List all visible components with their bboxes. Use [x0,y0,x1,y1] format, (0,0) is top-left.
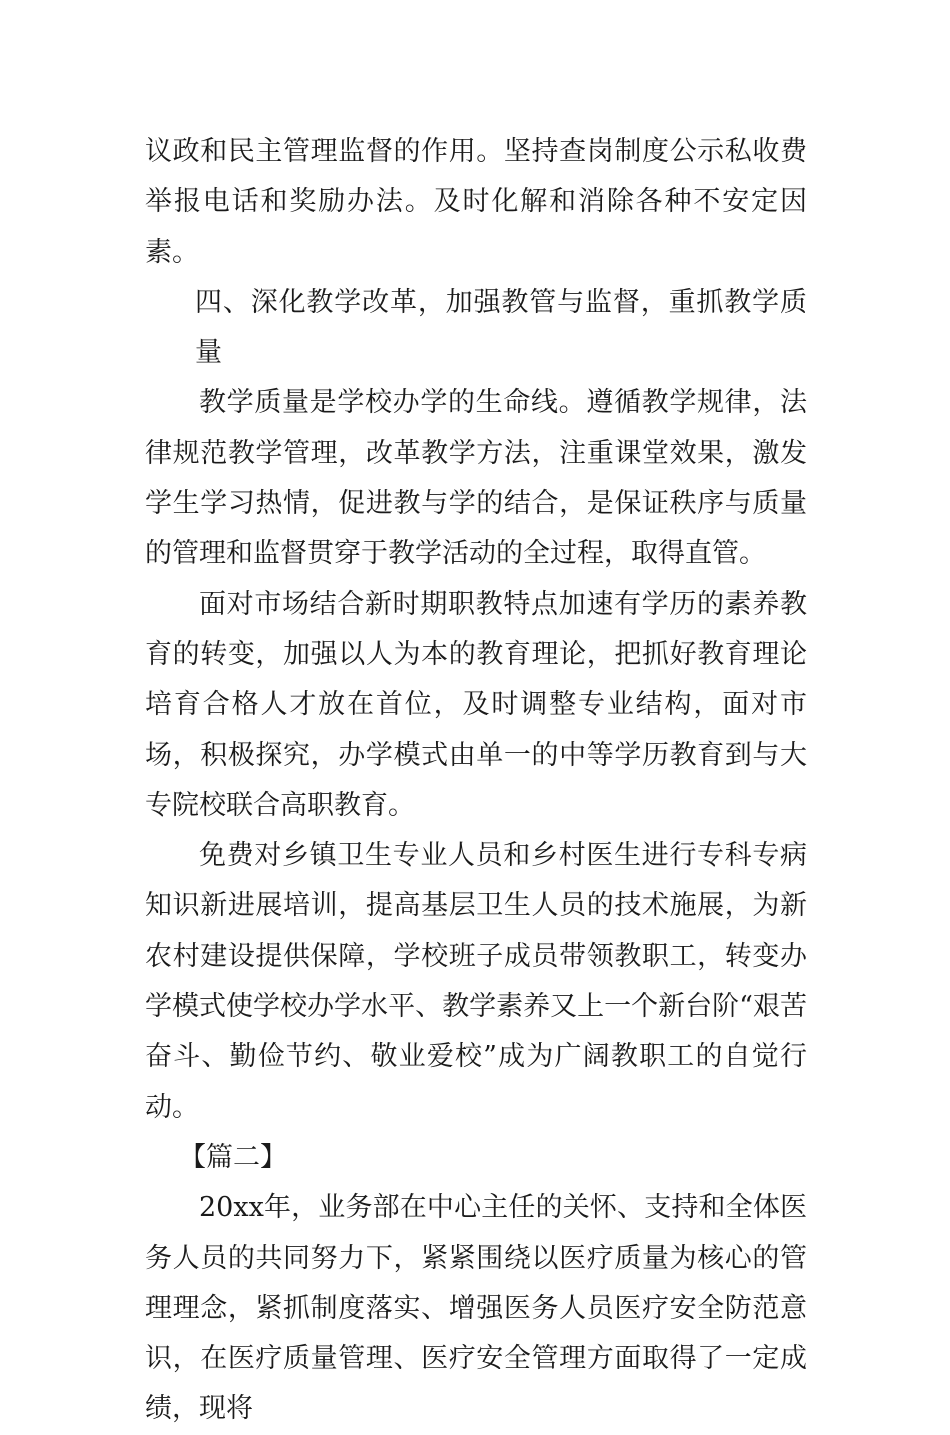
paragraph-continuation: 议政和民主管理监督的作用。坚持查岗制度公示私收费举报电话和奖励办法。及时化解和消除各种不安定因素。 [145,136,807,268]
document-body [145,127,807,1435]
paragraph-training: 免费对乡镇卫生专业人员和乡村医生进行专科专病知识新进展培训，提高基层卫生人员的技术施展，为新农村建设提供保障，学校班子成员带领教职工，转变办学模式使学校办学水平、教学素养又上一个新台阶“艰苦奋斗、勤俭节约、敬业爱校”成为广阔教职工的自觉行动。 [145,840,807,1123]
paragraph-teaching-quality: 教学质量是学校办学的生命线。遵循教学规律，法律规范教学管理，改革教学方法，注重课堂效果，激发学生学习热情，促进教与学的结合，是保证秩序与质量的管理和监督贯穿于教学活动的全过程，取得直管。 [145,387,807,570]
section-heading-four: 四、深化教学改革，加强教管与监督，重抓教学质量 [195,286,807,369]
paragraph-business-dept: 20xx年，业务部在中心主任的关怀、支持和全体医务人员的共同努力下，紧紧围绕以医疗质量为核心的管理理念，紧抓制度落实、增强医务人员医疗安全防范意识，在医疗质量管理、医疗安全管理方面取得了一定成绩，现将 [145,1192,807,1425]
paragraph-market: 面对市场结合新时期职教特点加速有学历的素养教育的转变，加强以人为本的教育理论，把抓好教育理论培育合格人才放在首位，及时调整专业结构，面对市场，积极探究，办学模式由单一的中等学历教育到与大专院校联合高职教育。 [145,588,807,821]
section-heading-two: 【篇二】 [179,1141,287,1173]
